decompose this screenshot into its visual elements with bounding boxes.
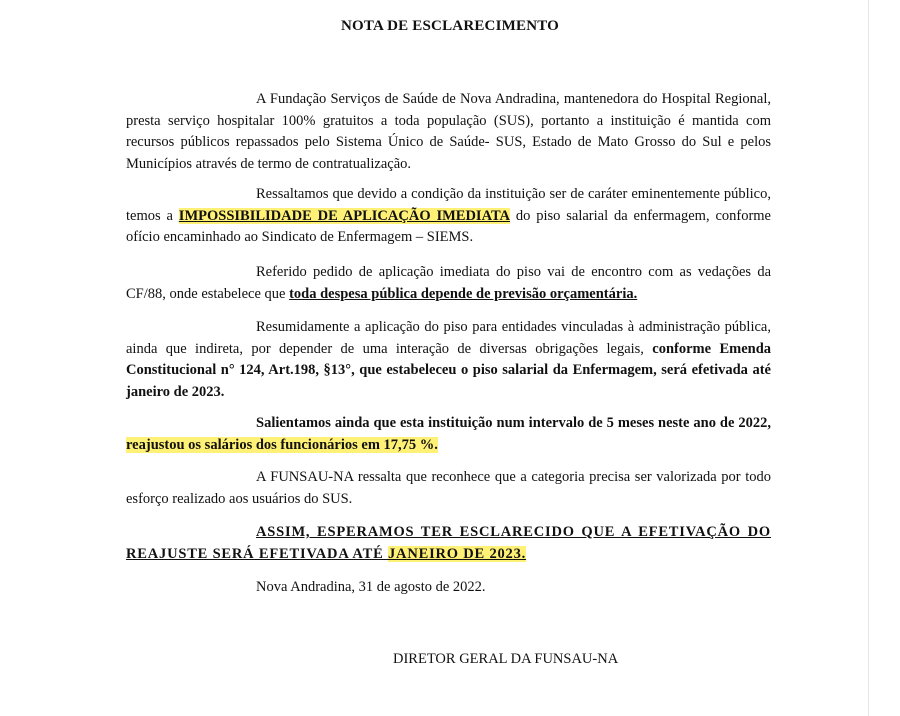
highlight-deadline: JANEIRO DE 2023.: [388, 545, 527, 562]
paragraph-conclusion: [126, 522, 771, 565]
paragraph-recognition: [126, 467, 771, 510]
signature-line: DIRETOR GERAL DA FUNSAU-NA: [393, 651, 619, 667]
amendment-emphasis: conforme Emenda Constitucional n° 124, Art.198, §13°, que estabeleceu o piso salarial da Enfermagem, será efetivada até janeiro de 2023.: [126, 340, 772, 400]
highlight-impossibility: IMPOSSIBILIDADE DE APLICAÇÃO IMEDIATA: [178, 207, 511, 224]
salary-adjustment-text: Salientamos ainda que esta instituição num intervalo de 5 meses neste ano de 2022,: [256, 415, 771, 431]
document-title: NOTA DE ESCLARECIMENTO: [340, 18, 560, 34]
paragraph-salary-adjustment: [126, 413, 771, 456]
date-line: Nova Andradina, 31 de agosto de 2022.: [256, 579, 486, 595]
paragraph-impossibility-text: Ressaltamos que devido a condição da instituição ser de caráter eminentemente público, temos a: [126, 186, 771, 224]
paragraph-amendment: [126, 317, 771, 403]
paragraph-impossibility: [126, 184, 771, 249]
page-edge-divider: [868, 0, 869, 716]
paragraph-recognition-text: A FUNSAU-NA ressalta que reconhece que a categoria precisa ser valorizada por todo esforço realizado aos usuários do SUS.: [126, 469, 771, 507]
paragraph-intro-text: A Fundação Serviços de Saúde de Nova Andradina, mantenedora do Hospital Regional, presta serviço hospitalar 100% gratuitos a toda população (SUS), portanto a instituição é mantida com recursos públicos repassados pelo Sistema Único de Saúde- SUS, Estado de Mato Grosso do Sul e pelos Municípios através de termo de contratualização.: [126, 91, 771, 172]
paragraph-budget: [126, 262, 771, 305]
paragraph-intro: [126, 89, 771, 175]
highlight-salary-adjustment: reajustou os salários dos funcionários em 17,75 %.: [126, 436, 438, 453]
paragraph-amendment-text: Resumidamente a aplicação do piso para entidades vinculadas à administração pública, ainda que indireta, por depender de uma interação de diversas obrigações legais,: [126, 319, 771, 357]
paragraph-conclusion-text: ASSIM, ESPERAMOS TER ESCLARECIDO QUE A EFETIVAÇÃO DO REAJUSTE SERÁ EFETIVADA ATÉ: [126, 524, 771, 562]
paragraph-impossibility-rest: do piso salarial da enfermagem, conforme ofício encaminhado ao Sindicato de Enfermagem – SIEMS.: [126, 207, 771, 245]
budget-emphasis: toda despesa pública depende de previsão orçamentária.: [289, 285, 638, 302]
paragraph-budget-text: Referido pedido de aplicação imediata do piso vai de encontro com as vedações da CF/88, onde estabelece que: [126, 264, 771, 302]
